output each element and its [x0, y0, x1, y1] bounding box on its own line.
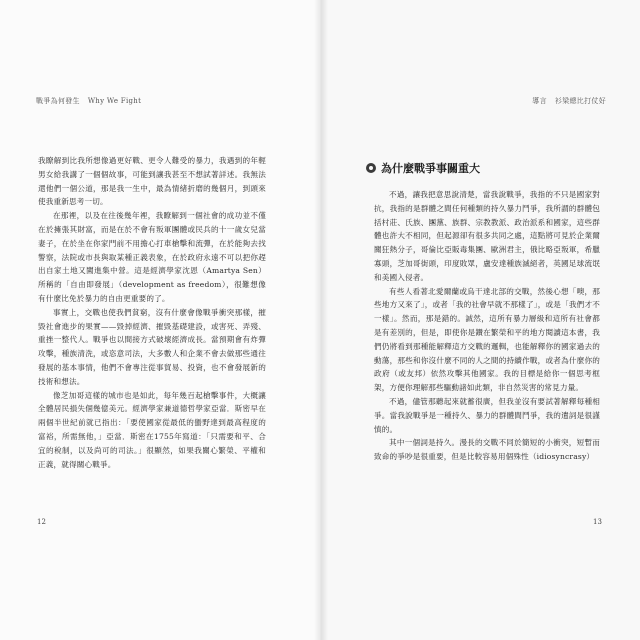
book-gutter — [314, 0, 328, 640]
paragraph: 其中一個詞是持久。漫長的交戰不同於簡短的小衝突，短暫而致命的爭吵是很重要，但是比較容易用個殊性（idiosyncrasy） — [374, 438, 600, 462]
paragraph: 有些人看著北愛爾蘭或烏干達北部的交戰，然後心想「噢，那些地方又來了」，或者「我的社會早就不那樣了」，或是「我們才不一樣」。然而，那是錯的。誠然，這所有暴力層級和這所有社會都是有差別的，但是，即使你是鑽在繁榮和平的地方閱讀這本書，我們仍將看到那種能解釋這方交戰的邏輯，也能解釋你的國家過去的動蕩，那些和你沒什麼不同的人之間的持續作戰，或者為什麼你的政府（或友邦）依然攻擊其他國家。我的目標是給你一個思考框架，方便你理解那些驅動諸如此類，非自然災害的常見力量。 — [374, 286, 600, 393]
book-title: 戰爭為何發生 — [36, 97, 80, 105]
chapter-title: 衫梁總比打仗好 — [554, 97, 606, 105]
paragraph: 像芝加哥這樣的城市也是如此，每年幾百起槍擊事件，大概讓全體居民損失個幾億美元。經濟學家兼道德哲學家亞當．斯密早在兩個半世紀前就已指出：「要使國家從最低的蠻野達到最高程度的富裕，所需無他，」亞當．斯密在1755年寫道：「只需要和平、合宜的稅制，以及尚可的司法。」很顯然，如果我關心繁榮、平權和正義，就得關心戰爭。 — [38, 390, 266, 469]
book-subtitle: Why We Fight — [87, 97, 142, 105]
paragraph: 不過，儘管那聽起來就蓄很廣，但我並沒有要試著解釋每種相爭。當我說戰爭是一種持久、暴力的群體間鬥爭，我的遺詞是很謹慎的。 — [374, 396, 600, 434]
page-number-left: 12 — [37, 518, 46, 526]
section-heading — [366, 160, 480, 176]
running-head-right — [532, 96, 606, 106]
running-head-left — [36, 96, 141, 106]
left-page-body — [38, 154, 266, 471]
paragraph: 在那裡，以及在往後幾年裡，我瞭解到一個社會的成功並不僅在於擁張其財富，而是在於不會有叛軍團體或民兵的十一歲女兒當妻子，在於坐在你家門前不用擔心打車槍擊和流彈，在於能夠去找警察，法院或市長與取某種正義表象，在於政府永遠不可以把你趕出自家土地又闖進集中營。這是經濟學家沈恩（Amartya Sen）所稱的「自由即發展」（development as freedom），很難想像有什麼比免於暴力的自由更重要的了。 — [38, 211, 266, 303]
chapter-label: 導言 — [532, 97, 547, 105]
section-title: 為什麼戰爭事關重大 — [381, 162, 480, 175]
paragraph: 我瞭解到比我所想像過更好戰、更令人難受的暴力，我遇到的年輕男女給我講了一個個故事，可能到讓我甚至不想試著詳述。我無法還他們一個公道，那是我一生中，最為情緒折磨的幾個月，到頭來使我重新思考一切。 — [38, 156, 266, 207]
paragraph: 不過，讓我把意思說清楚，當我說戰爭，我指的不只是國家對抗，我指的是群體之間任何種類的持久暴力鬥爭，我所謂的群體包括村莊、氏族、團黨、族群、宗教教派、政治派系和國家，這些群體也許大不相同，但起源卻有很多共同之處，這點將可見於企業爾關狂熱分子，哥倫比亞販毒集團、歐洲君主，俄比略亞叛軍，希臘寡頭，芝加哥街頭，印度敗眾，盧安達種族滅絕者，英國足球流氓和美國入侵者。 — [374, 190, 600, 282]
bullet-icon — [366, 163, 376, 173]
paragraph: 事實上，交戰也使我們貧窮，沒有什麼會像戰爭衝突那樣，摧毀社會進步的果實——毀掉經濟、摧毀基礎建設，或害死、弄殘、重挫一整代人。戰爭也以間接方式破壞經濟成長。當預期會有炸彈攻擊，種族清洗，或恣意司法，大多數人和企業不會去做那些通往發展的基本事情，他們不會專注從事貿易、投資，也不會發展新的技術和想法。 — [38, 307, 266, 386]
page-number-right: 13 — [593, 518, 602, 526]
right-page-body — [374, 188, 600, 464]
